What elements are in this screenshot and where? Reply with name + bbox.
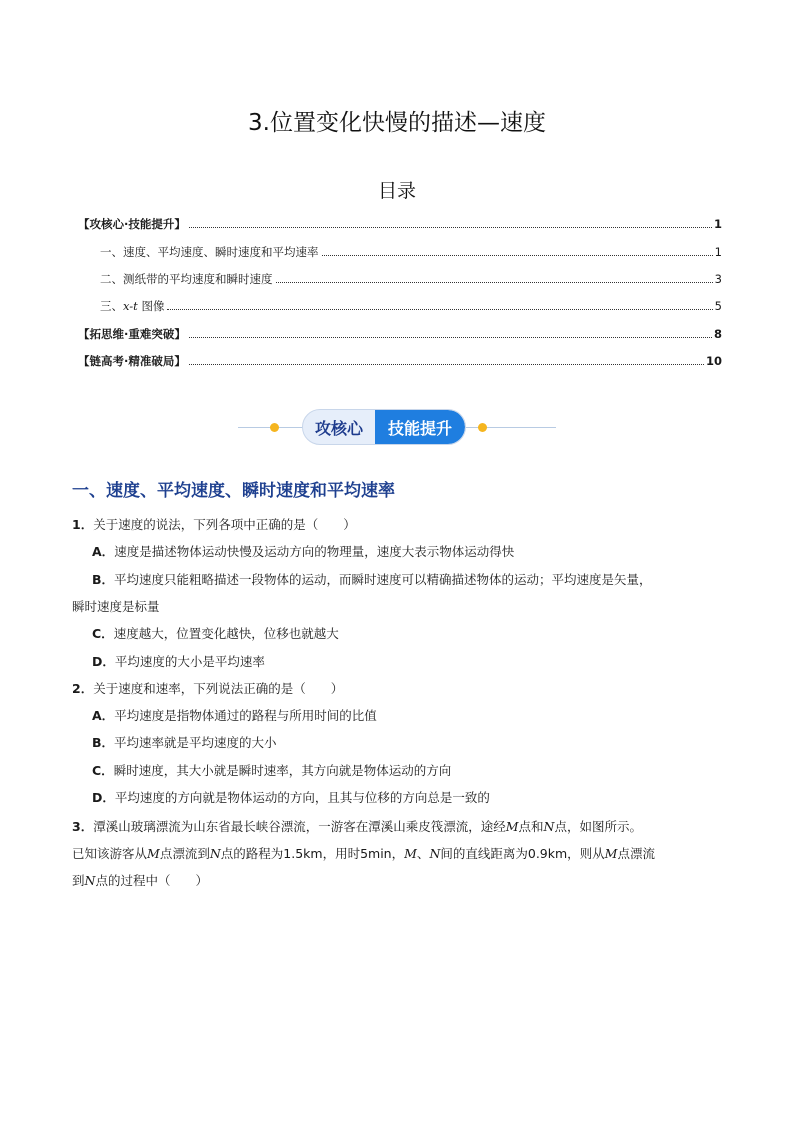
- option-text: 速度是描述物体运动快慢及运动方向的物理量，速度大表示物体运动得快: [114, 544, 515, 559]
- option-letter: A．: [92, 708, 115, 723]
- option-letter: C．: [92, 763, 114, 778]
- option-letter: A．: [92, 544, 115, 559]
- question-text: 潭溪山玻璃漂流为山东省最长峡谷漂流，一游客在潭溪山乘皮筏漂流，途经: [93, 819, 506, 834]
- section-banner: [230, 405, 563, 449]
- banner-right-text: 技能提升: [375, 410, 465, 444]
- question-text: 、: [416, 846, 430, 861]
- var-n: N: [209, 846, 221, 861]
- toc-entry-page: 5: [714, 299, 722, 313]
- question-text: 点漂流: [617, 846, 655, 861]
- toc-entry-label: 二、测纸带的平均速度和瞬时速度: [100, 272, 273, 286]
- option-letter: D．: [92, 654, 115, 669]
- option-text: 平均速率就是平均速度的大小: [114, 735, 277, 750]
- toc-entry-3[interactable]: [100, 269, 722, 287]
- toc-entry-label: 【攻核心·技能提升】: [78, 217, 186, 231]
- question-text: 关于速度的说法，下列各项中正确的是（ ）: [93, 517, 356, 532]
- toc-entry-label: 【拓思维·重难突破】: [78, 327, 186, 341]
- var-n: N: [543, 819, 555, 834]
- var-n: N: [429, 846, 441, 861]
- option-letter: B．: [92, 572, 115, 587]
- option-text: 瞬时速度是标量: [72, 599, 160, 614]
- section-title: 一、速度、平均速度、瞬时速度和平均速率: [72, 481, 395, 501]
- question-1-stem: [72, 515, 722, 535]
- banner-dot-right: [478, 423, 487, 432]
- toc-leader: [189, 336, 712, 338]
- toc-entry-2[interactable]: [100, 242, 722, 260]
- toc-entry-page: 1: [714, 245, 722, 259]
- question-text: 点的路程为1.5km，用时5min，: [220, 846, 405, 861]
- toc-entry-page: 3: [714, 272, 722, 286]
- question-number: 2．: [72, 681, 94, 696]
- option-text: 瞬时速度，其大小就是瞬时速率，其方向就是物体运动的方向: [113, 763, 452, 778]
- banner-dot-left: [270, 423, 279, 432]
- question-text: 间的直线距离为0.9km，则从: [440, 846, 605, 861]
- option-text: 平均速度的大小是平均速率: [114, 654, 265, 669]
- question-text: 点的过程中（ ）: [95, 873, 208, 888]
- question-text: 点，如图所示。: [554, 819, 642, 834]
- toc-entry-var: x-t: [123, 299, 138, 313]
- question-2-option-a[interactable]: [92, 702, 722, 729]
- question-3-stem-line3: [72, 867, 726, 894]
- question-text: 点漂流到: [159, 846, 210, 861]
- question-2-stem: [72, 679, 722, 699]
- toc-entry-page: 1: [713, 217, 722, 231]
- toc-entry-6[interactable]: [78, 351, 722, 369]
- option-letter: C．: [92, 626, 114, 641]
- toc-entry-rest: 图像: [137, 299, 165, 313]
- toc-entry-5[interactable]: [78, 324, 722, 342]
- page-title: 3.位置变化快慢的描述—速度: [248, 110, 546, 136]
- var-m: M: [404, 846, 417, 861]
- question-number: 1．: [72, 517, 94, 532]
- toc-entry-label: 一、速度、平均速度、瞬时速度和平均速率: [100, 245, 319, 259]
- toc-entry-page: 10: [705, 354, 722, 368]
- question-1-option-b[interactable]: [92, 566, 722, 593]
- question-2-option-c[interactable]: [92, 757, 722, 784]
- question-1-option-c[interactable]: [92, 620, 722, 647]
- toc-entry-prefix: 三、: [100, 299, 123, 313]
- var-m: M: [505, 819, 519, 834]
- option-text: 平均速度只能粗略描述一段物体的运动，而瞬时速度可以精确描述物体的运动；平均速度是矢量，: [114, 572, 652, 587]
- option-letter: D．: [92, 790, 115, 805]
- toc-entry-1[interactable]: [78, 214, 722, 232]
- question-number: 3．: [72, 819, 94, 834]
- question-text: 已知该游客从: [72, 846, 148, 861]
- toc-entry-label: 【链高考·精准破局】: [78, 354, 186, 368]
- question-text: 到: [72, 873, 85, 888]
- option-text: 速度越大，位置变化越快，位移也就越大: [113, 626, 339, 641]
- toc-leader: [276, 281, 713, 283]
- question-text: 关于速度和速率，下列说法正确的是（ ）: [93, 681, 344, 696]
- question-1-option-a[interactable]: [92, 538, 722, 565]
- question-3-stem-line1: [72, 813, 726, 840]
- question-text: 点和: [518, 819, 544, 834]
- toc-leader: [189, 363, 704, 365]
- var-n: N: [84, 873, 96, 888]
- question-2-option-b[interactable]: [92, 729, 722, 756]
- question-2-option-d[interactable]: [92, 784, 722, 811]
- option-letter: B．: [92, 735, 115, 750]
- question-3-stem-line2: [72, 840, 726, 867]
- toc-leader: [167, 308, 712, 310]
- toc-leader: [189, 226, 712, 228]
- toc-heading: 目录: [377, 180, 416, 202]
- toc-entry-label: [100, 298, 164, 314]
- toc-entry-page: 8: [713, 327, 722, 341]
- option-text: 平均速度的方向就是物体运动的方向，且其与位移的方向总是一致的: [114, 790, 490, 805]
- banner-left-text: 攻核心: [314, 418, 363, 438]
- question-1-option-b-cont: [72, 593, 726, 620]
- question-1-option-d[interactable]: [92, 648, 722, 675]
- var-m: M: [147, 846, 160, 861]
- option-text: 平均速度是指物体通过的路程与所用时间的比值: [114, 708, 377, 723]
- banner-pill: [302, 409, 466, 445]
- toc-leader: [322, 254, 713, 256]
- toc-entry-4[interactable]: [100, 296, 722, 314]
- var-m: M: [604, 846, 618, 861]
